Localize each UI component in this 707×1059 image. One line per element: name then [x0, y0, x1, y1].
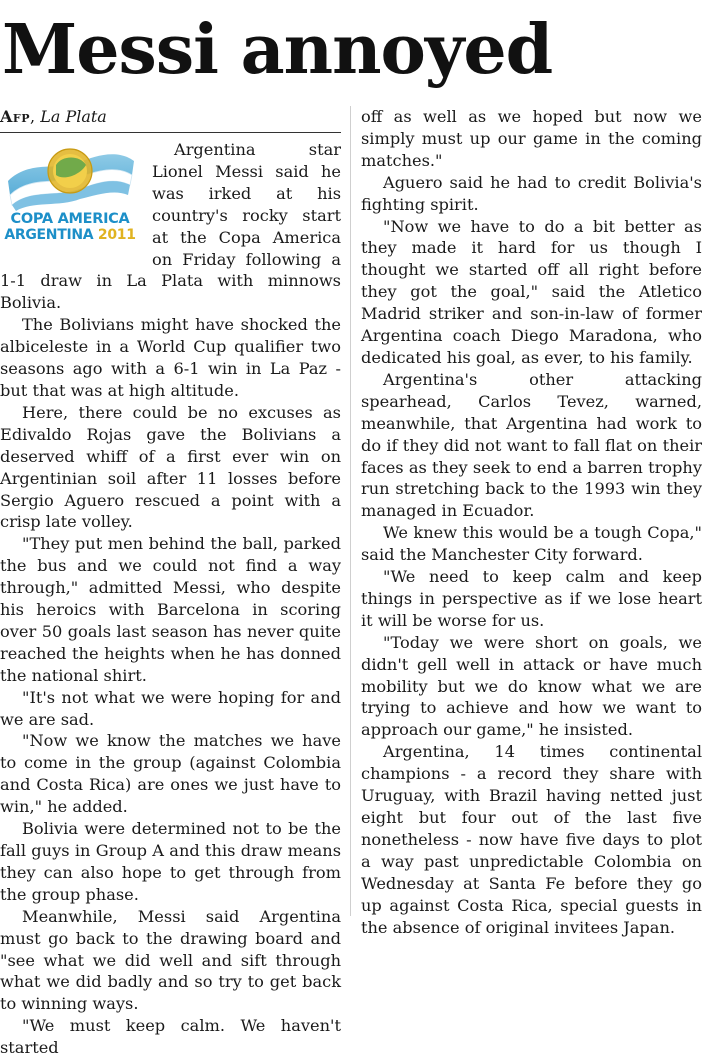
- right-paragraph: "We need to keep calm and keep things in perspective as if we lose heart it will be worse for us.: [361, 567, 702, 630]
- right-paragraph: Aguero said he had to credit Bolivia's fighting spirit.: [361, 172, 702, 214]
- right-column: [361, 106, 702, 938]
- right-paragraph: "Today we were short on goals, we didn't gell well in attack or have much mobility but we do know what we are trying to achieve and how we want to approach our game," he insisted.: [361, 632, 702, 740]
- logo-year: 2011: [97, 227, 136, 243]
- argentina-flag-globe-icon: [0, 141, 140, 213]
- byline: [0, 106, 341, 128]
- left-paragraph: "They put men behind the ball, parked the bus and we could not find a way through," admitted Messi, who despite his heroics with Barcelona in scoring over 50 goals last season has never quite reached the heights when he has donned the national shirt.: [0, 534, 341, 685]
- copa-america-logo: [0, 141, 140, 251]
- column-divider: [350, 106, 351, 916]
- logo-country: ARGENTINA: [4, 227, 94, 243]
- left-paragraph: Meanwhile, Messi said Argentina must go back to the drawing board and "see what we did well and sift through what we did badly and so try to get back to winning ways.: [0, 906, 341, 1014]
- right-paragraph: We knew this would be a tough Copa," said the Manchester City forward.: [361, 523, 702, 565]
- byline-agency: Afp: [0, 107, 30, 126]
- logo-line1: COPA AMERICA: [10, 211, 130, 227]
- left-paragraph: Argentina star Lionel Messi said he was irked at his country's rocky start at the Copa America on Friday following a 1-1 draw in La Plata with minnows Bolivia.: [0, 140, 341, 313]
- left-paragraph: Bolivia were determined not to be the fall guys in Group A and this draw means they can also hope to get through from the group phase.: [0, 819, 341, 904]
- right-paragraph-continuation: off as well as we hoped but now we simply must up our game in the coming matches.": [361, 107, 702, 170]
- right-paragraph: Argentina's other attacking spearhead, Carlos Tevez, warned, meanwhile, that Argentina had work to do if they did not want to fall flat on their faces as they seek to end a barren trophy run stretching back to the 1993 win they managed in Ecuador.: [361, 369, 702, 521]
- byline-rule: [0, 132, 341, 133]
- left-paragraph: The Bolivians might have shocked the albiceleste in a World Cup qualifier two seasons ago with a 6-1 win in La Paz - but that was at high altitude.: [0, 315, 341, 400]
- logo-line2: [0, 225, 140, 247]
- byline-place: La Plata: [40, 107, 107, 126]
- left-paragraph: "We must keep calm. We haven't started: [0, 1016, 341, 1058]
- left-paragraph: "It's not what we were hoping for and we are sad.: [0, 687, 341, 729]
- right-paragraph: Argentina, 14 times continental champions - a record they share with Uruguay, with Brazil having netted just eight but four out of the last five nonetheless - now have five days to plot a way past unpredictable Colombia on Wednesday at Santa Fe before they go up against Costa Rica, special guests in the absence of original invitees Japan.: [361, 742, 702, 937]
- headline: Messi annoyed: [2, 10, 553, 90]
- left-paragraph: "Now we know the matches we have to come in the group (against Colombia and Costa Rica) are ones we just have to win," he added.: [0, 731, 341, 817]
- byline-separator: ,: [30, 107, 36, 126]
- left-column: [0, 106, 341, 1059]
- left-paragraph: Here, there could be no excuses as Edivaldo Rojas gave the Bolivians a deserved whiff of a first ever win on Argentinian soil after 11 losses before Sergio Aguero rescued a point with a crisp late volley.: [0, 402, 341, 532]
- right-paragraph: "Now we have to do a bit better as they made it hard for us though I thought we started off all right before they got the goal," said the Atletico Madrid striker and son-in-law of former Argentina coach Diego Maradona, who dedicated his goal, as ever, to his family.: [361, 216, 702, 367]
